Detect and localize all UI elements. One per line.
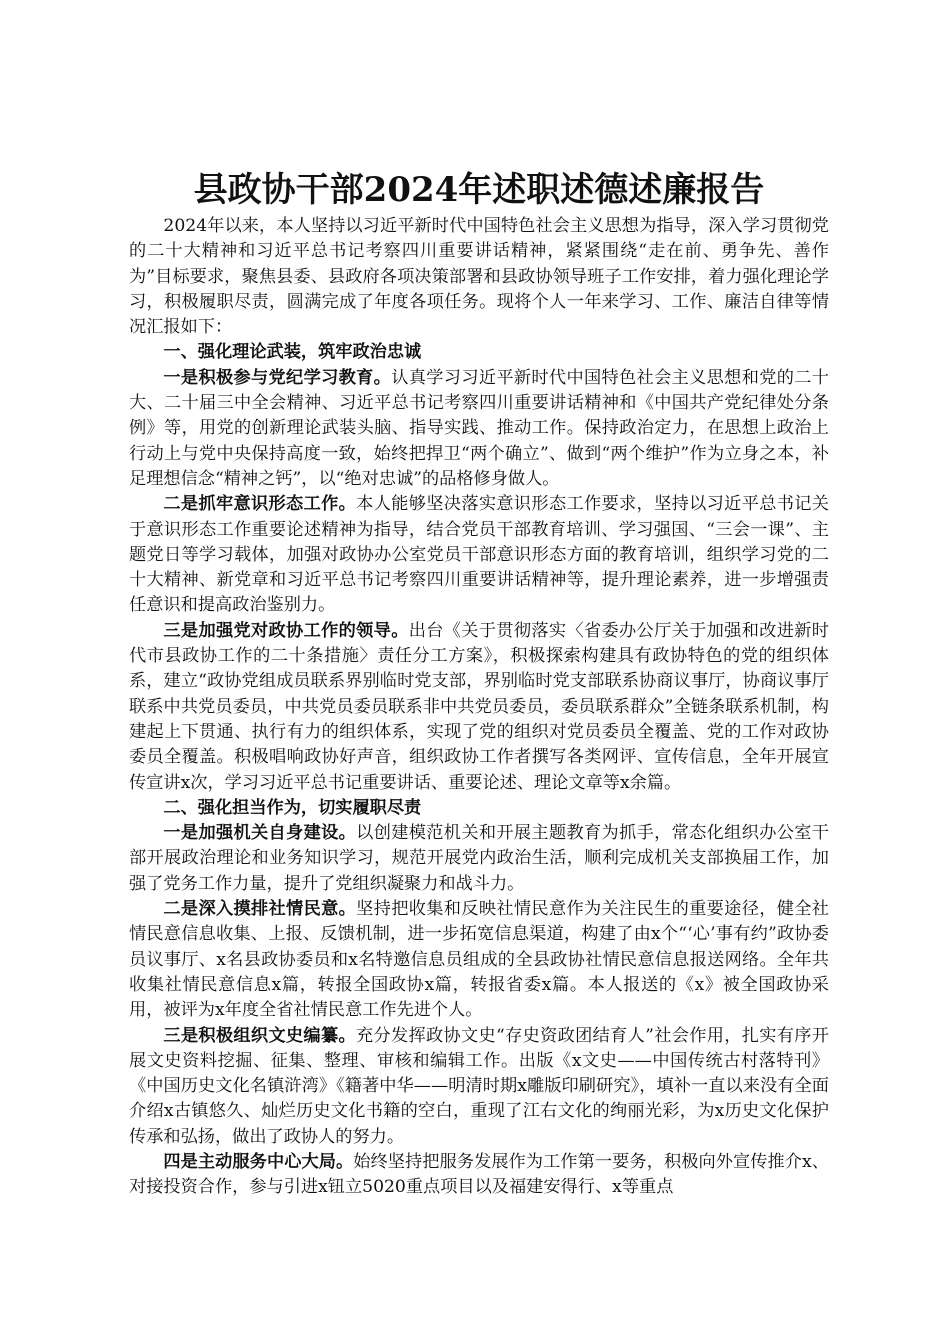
section-heading-2: 二、强化担当作为，切实履职尽责 — [163, 797, 422, 818]
paragraph-text: 认真学习习近平新时代中国特色社会主义思想和党的二十大、二十届三中全会精神、习近平总书记考察四川重要讲话精神和《中国共产党纪律处分条例》等，用党的创新理论武装头脑、指导实践、推动工作。保持政治定力，在思想上政治上行动上与党中央保持高度一致，始终把捍卫“两个确立”、做到“两个维护”作为立身之本，补足理想信念“精神之钙”，以“绝对忠诚”的品格修身做人。 — [129, 367, 829, 489]
section-2-paragraph-1 — [129, 821, 829, 897]
section-2-paragraph-4 — [129, 1150, 829, 1201]
paragraph-lead: 三是加强党对政协工作的领导。 — [163, 620, 409, 641]
paragraph-lead: 一是积极参与党纪学习教育。 — [163, 367, 392, 388]
paragraph-lead: 二是抓牢意识形态工作。 — [163, 494, 357, 515]
paragraph-text: 坚持把收集和反映社情民意作为关注民生的重要途径，健全社情民意信息收集、上报、反馈机制，进一步拓宽信息渠道，构建了由x个“‘心’事有约”政协委员议事厅、x名县政协委员和x名特邀信息员组成的全县政协社情民意信息报送网络。全年共收集社情民意信息x篇，转报全国政协x篇，转报省委x篇。本人报送的《x》被全国政协采用，被评为x年度全省社情民意工作先进个人。 — [129, 899, 829, 1021]
section-heading-1: 一、强化理论武装，筑牢政治忠诚 — [163, 342, 422, 363]
paragraph-text: 本人能够坚决落实意识形态工作要求，坚持以习近平总书记关于意识形态工作重要论述精神为指导，结合党员干部教育培训、学习强国、“三会一课”、主题党日等学习载体，加强对政协办公室党员干部意识形态方面的教育培训，组织学习党的二十大精神、新党章和习近平总书记考察四川重要讲话精神等，提升理论素养，进一步增强责任意识和提高政治鉴别力。 — [129, 494, 829, 616]
paragraph-text: 始终坚持把服务发展作为工作第一要务，积极向外宣传推介x、对接投资合作，参与引进x钮立5020重点项目以及福建安得行、x等重点 — [129, 1151, 829, 1198]
document-page — [129, 168, 829, 1201]
paragraph-lead: 三是积极组织文史编纂。 — [163, 1025, 356, 1046]
section-1-paragraph-1 — [129, 366, 829, 492]
section-2-paragraph-3 — [129, 1024, 829, 1150]
paragraph-lead: 二是深入摸排社情民意。 — [163, 899, 357, 920]
paragraph-lead: 四是主动服务中心大局。 — [163, 1151, 354, 1172]
section-1-paragraph-2 — [129, 492, 829, 618]
section-1-paragraph-3 — [129, 619, 829, 796]
paragraph-text: 出台《关于贯彻落实〈省委办公厅关于加强和改进新时代市县政协工作的二十条措施〉责任分工方案》，积极探索构建具有政协特色的党的组织体系，建立“政协党组成员联系界别临时党支部，界别临时党支部联系协商议事厅，协商议事厅联系中共党员委员，中共党员委员联系非中共党员委员，委员联系群众”全链条联系机制，构建起上下贯通、执行有力的组织体系，实现了党的组织对党员委员全覆盖、党的工作对政协委员全覆盖。积极唱响政协好声音，组织政协工作者撰写各类网评、宣传信息，全年开展宣传宣讲x次，学习习近平总书记重要讲话、重要论述、理论文章等x余篇。 — [129, 620, 829, 793]
section-2-paragraph-2 — [129, 897, 829, 1023]
paragraph-text: 以创建模范机关和开展主题教育为抓手，常态化组织办公室干部开展政治理论和业务知识学习，规范开展党内政治生活，顺利完成机关支部换届工作，加强了党务工作力量，提升了党组织凝聚力和战斗力。 — [129, 823, 829, 894]
intro-paragraph: 2024年以来，本人坚持以习近平新时代中国特色社会主义思想为指导，深入学习贯彻党的二十大精神和习近平总书记考察四川重要讲话精神，紧紧围绕“走在前、勇争先、善作为”目标要求，聚焦县委、县政府各项决策部署和县政协领导班子工作安排，着力强化理论学习，积极履职尽责，圆满完成了年度各项任务。现将个人一年来学习、工作、廉洁自律等情况汇报如下： — [129, 216, 829, 338]
document-title: 县政协干部2024年述职述德述廉报告 — [193, 170, 765, 210]
paragraph-text: 充分发挥政协文史“存史资政团结育人”社会作用，扎实有序开展文史资料挖掘、征集、整理、审核和编辑工作。出版《x文史——中国传统古村落特刊》《中国历史文化名镇浒湾》《籍著中华——明清时期x雕版印刷研究》，填补一直以来没有全面介绍x古镇悠久、灿烂历史文化书籍的空白，重现了江右文化的绚丽光彩，为x历史文化保护传承和弘扬，做出了政协人的努力。 — [129, 1025, 829, 1147]
paragraph-lead: 一是加强机关自身建设。 — [163, 823, 357, 844]
